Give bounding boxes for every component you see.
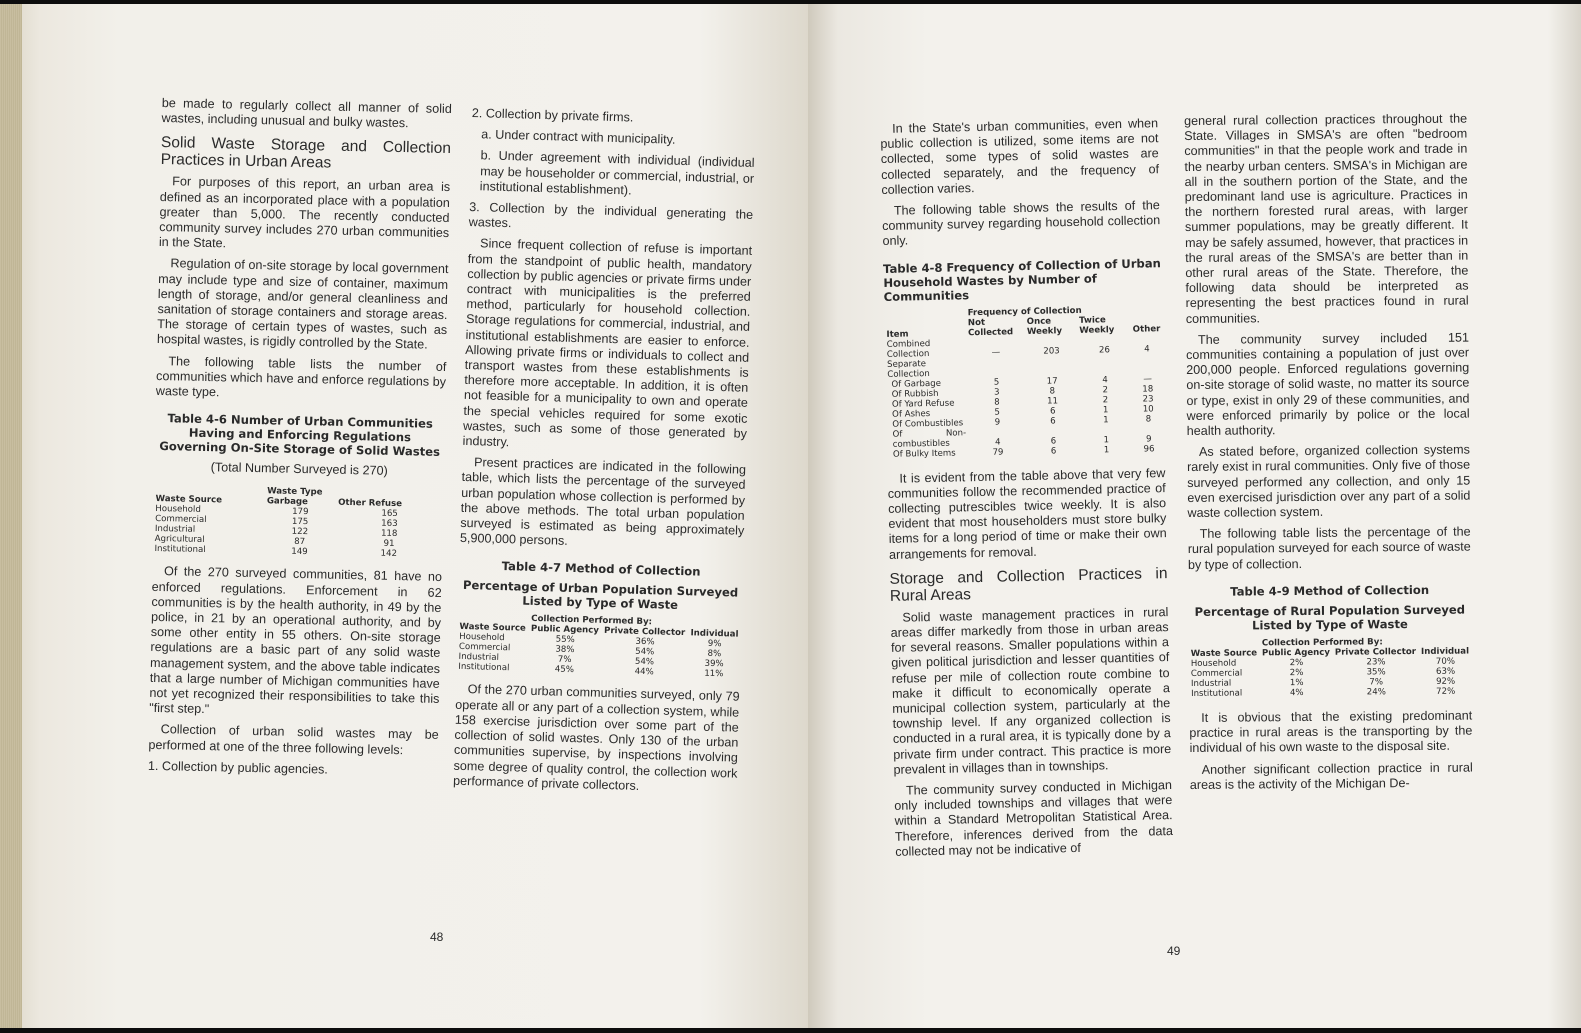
table-cell: 149	[291, 547, 308, 558]
table-cell: Of Combustibles	[892, 417, 964, 430]
table-cell: 1	[1103, 434, 1110, 446]
table-cell: 10	[1142, 403, 1154, 415]
paragraph: The following table shows the results of the community survey regarding household collection only.	[882, 198, 1161, 249]
section-heading: Storage and Collection Practices in Rural Areas	[889, 564, 1168, 605]
table-cell: 118	[380, 529, 398, 540]
left-column-2	[453, 106, 756, 803]
table-cell: Of Garbage	[891, 378, 942, 390]
table-cell: 63%	[1435, 666, 1456, 677]
paragraph: Of the 270 surveyed communities, 81 have no enforced regulations. Enforcement in 62 communities is by the health authority, in 49 by the police, in 21 by an operational authority, and by some other entity in 55 others. On-site storage regulations are a basic part of any solid waste management system, and the above table indicates that a large number of Michigan communities have not yet recognized their responsibilities to take this "first step."	[149, 564, 443, 717]
right-page	[808, 4, 1581, 1028]
table-cell: 2	[1102, 384, 1109, 396]
table-cell: Separate Collection	[886, 358, 930, 380]
table-cell: 39%	[704, 659, 724, 670]
left-column-1	[148, 96, 452, 786]
table-cell: Agricultural	[154, 534, 205, 546]
paragraph: Collection of urban solid wastes may be performed at one of the three following levels:	[148, 722, 439, 757]
table-cell: 8%	[707, 649, 722, 660]
table-header: Public Agency	[1261, 647, 1331, 659]
paragraph: It is obvious that the existing predominant practice in rural areas is the transporting by the individual of his own waste to the disposal site.	[1189, 708, 1473, 756]
page-number: 49	[1167, 944, 1181, 958]
right-column-2	[1184, 112, 1473, 799]
table-cell: Industrial	[458, 652, 500, 664]
table-cell: 24%	[1366, 687, 1386, 698]
paragraph: In the State's urban communities, even when public collection is utilized, some items are not collected, some types of solid wastes are collected separately, and the frequency of collection varies.	[880, 116, 1160, 197]
table-cell: Institutional	[1191, 688, 1243, 699]
table-cell: 6	[1049, 406, 1056, 417]
table-header: Public Agency	[530, 624, 600, 637]
paragraph: be made to regularly collect all manner of solid wastes, including unusual and bulky wastes.	[161, 96, 452, 131]
table-cell: 38%	[555, 645, 575, 656]
table-cell: Of Yard Refuse	[891, 398, 955, 410]
table-cell: 17	[1046, 375, 1058, 387]
table-cell: 44%	[634, 667, 654, 678]
table-header: Not Collected	[967, 317, 1014, 338]
table-cell: 8	[994, 397, 1000, 408]
table-subcaption: Percentage of Rural Population Surveyed Listed by Type of Waste	[1194, 602, 1466, 633]
table-cell: 2	[1102, 394, 1109, 406]
table-cell: 163	[381, 519, 398, 530]
left-page	[0, 4, 808, 1028]
table-cell: Combined Collection	[886, 338, 931, 360]
table-cell: 9%	[707, 639, 722, 650]
table-cell: 9	[994, 417, 1001, 428]
table-header: Twice Weekly	[1078, 314, 1115, 336]
list-item: 3. Collection by the individual generating the wastes.	[468, 199, 754, 231]
table-cell: 7%	[557, 655, 572, 666]
table-cell: 70%	[1435, 656, 1456, 667]
table-cell: 72%	[1436, 686, 1456, 697]
table-group-header: Collection Performed By:	[531, 614, 653, 628]
list-item: 1. Collection by public agencies.	[147, 758, 328, 777]
table-cell: Of Bulky Items	[892, 448, 956, 460]
table-cell: 2%	[1289, 657, 1304, 668]
table-cell: 6	[1050, 436, 1057, 447]
table-cell: Institutional	[458, 662, 510, 674]
table-cell: 142	[380, 549, 398, 560]
table-4-6	[152, 484, 443, 560]
paragraph: The community survey conducted in Michigan only included townships and villages that were within a Standard Metropolitan Statistical Area. Therefore, inferences derived from the data collected may not be indicative of	[894, 778, 1174, 859]
paragraph: The community survey included 151 communities containing a population of just over 200,000 people. Enforced regulations governing on-site storage of solid waste, no matter its source or type, exist in only 29 of these communities, and were enforced primarily by police or the local health authority.	[1186, 330, 1470, 439]
list-item: 2. Collection by private firms.	[471, 106, 634, 125]
table-caption: Table 4-6 Number of Urban Communities Having and Enforcing Regulations Governing On-Site Storage of Solid Wastes	[159, 411, 441, 460]
table-header: Private Collector	[603, 626, 686, 639]
table-cell: 26	[1098, 344, 1111, 356]
table-cell: 1%	[1289, 677, 1304, 688]
table-caption: Table 4-8 Frequency of Collection of Urban Household Wastes by Number of Communities	[882, 255, 1161, 304]
table-header: Item	[886, 329, 909, 340]
table-cell: 7%	[1369, 677, 1384, 688]
table-cell: Household	[155, 504, 201, 516]
table-cell: Of Rubbish	[891, 388, 939, 400]
table-header: Waste Source	[1190, 648, 1258, 659]
table-header: Private Collector	[1334, 646, 1417, 658]
table-subcaption: Percentage of Urban Population Surveyed Listed by Type of Waste	[462, 578, 739, 613]
table-cell: 92%	[1436, 676, 1456, 687]
table-cell: 55%	[555, 635, 575, 646]
table-cell: 4	[1102, 374, 1108, 386]
table-cell: Commercial	[155, 514, 207, 526]
paragraph: Solid waste management practices in rural areas differ markedly from those in urban areas for several reasons. Smaller populations within a given political jurisdiction and lesser quantities of refuse per mile of collection route combine to make it difficult to economically operate a municipal collection system, particularly at the township level. If any organized collection is conducted in a rural area, it is typically done by a private firm under contract. This practice is more prevalent in villages than in townships.	[890, 604, 1172, 777]
table-header: Other Refuse	[338, 498, 403, 510]
page-edge	[0, 4, 22, 1028]
table-cell: Commercial	[1190, 668, 1243, 679]
table-cell: 11%	[704, 669, 724, 680]
page-number: 48	[430, 930, 444, 944]
table-header: Once Weekly	[1026, 316, 1063, 337]
table-cell: 11	[1046, 395, 1059, 407]
section-heading: Solid Waste Storage and Collection Practices in Urban Areas	[160, 134, 452, 172]
right-column-1	[880, 116, 1174, 866]
table-cell: 175	[291, 517, 309, 528]
table-cell: 45%	[554, 665, 575, 676]
table-cell: 4	[994, 437, 1001, 448]
paragraph: As stated before, organized collection systems rarely exist in rural communities. Only five of those surveyed performed any collection, and only 15 even exercised jurisdiction over any part of a solid waste collection system.	[1187, 442, 1471, 521]
table-4-8	[884, 304, 1165, 460]
table-subtitle: (Total Number Surveyed is 270)	[210, 460, 388, 479]
table-cell: 18	[1142, 383, 1154, 395]
table-cell: 54%	[635, 647, 655, 658]
paragraph: Another significant collection practice in rural areas is the activity of the Michigan De-	[1189, 760, 1473, 792]
table-cell: 1	[1103, 414, 1109, 426]
table-header: Waste Source	[459, 622, 526, 635]
table-cell: 6	[1050, 416, 1056, 427]
table-cell: —	[1143, 373, 1153, 385]
table-cell: Of Non-combustibles	[892, 427, 967, 450]
table-cell: 87	[294, 537, 306, 548]
table-cell: 122	[291, 527, 309, 538]
table-header: Individual	[1420, 646, 1470, 657]
table-header: Garbage	[266, 496, 309, 508]
table-cell: 1	[1102, 404, 1109, 416]
table-group-header: Waste Type	[267, 486, 323, 498]
paragraph: For purposes of this report, an urban area is defined as an incorporated place with a population greater than 5,000. The recently conducted community survey includes 270 urban communities in the State.	[158, 174, 451, 251]
table-cell: 165	[381, 509, 398, 520]
table-4-7	[456, 612, 742, 680]
list-item: b. Under agreement with individual (individual may be householder or commercial, industrial, or institutional establishment).	[479, 148, 755, 198]
table-cell: 179	[292, 507, 309, 518]
table-cell: 1	[1103, 444, 1110, 456]
table-cell: 5	[993, 377, 1000, 388]
table-header: Individual	[690, 628, 739, 641]
table-cell: 96	[1143, 443, 1155, 455]
table-cell: 203	[1043, 345, 1060, 357]
table-group-header: Frequency of Collection	[967, 305, 1082, 318]
table-cell: 4%	[1289, 687, 1304, 698]
table-cell: 79	[992, 447, 1004, 458]
table-cell: 9	[1146, 434, 1152, 445]
table-cell: 8	[1145, 414, 1152, 425]
table-caption: Table 4-7 Method of Collection	[501, 559, 701, 580]
table-cell: 4	[1144, 344, 1150, 355]
paragraph: Present practices are indicated in the following table, which lists the percentage of the surveyed urban population whose collection is performed by the above methods. The total urban population surveyed is estimated as being approximately 5,900,000 persons.	[459, 455, 747, 549]
table-cell: 35%	[1366, 667, 1386, 678]
list-item: a. Under contract with municipality.	[481, 127, 676, 147]
paragraph: general rural collection practices throughout the State. Villages in SMSA's are often "bedroom communities" in that the people work and trade in the nearby urban centers. SMSA's in Michigan are all in the southern portion of the State, and the predominant land use is agriculture. Practices in the northern forested rural areas, with larger summer populations, may be greatly different. It may be safely assumed, however, that practices in the rural areas of the SMSA's are better than in other rural areas of the State. Therefore, the following data should be interpreted as representing the best practices found in rural communities.	[1184, 111, 1469, 326]
table-cell: Household	[1190, 658, 1237, 669]
table-cell: —	[991, 347, 1001, 358]
table-cell: 3	[993, 387, 1000, 398]
table-cell: 5	[994, 407, 1001, 418]
table-cell: Industrial	[154, 524, 196, 536]
table-cell: 54%	[634, 657, 655, 668]
table-header: Waste Source	[155, 494, 223, 506]
table-cell: 8	[1049, 386, 1056, 397]
table-cell: Household	[459, 632, 505, 644]
paragraph: Since frequent collection of refuse is important from the standpoint of public health, mandatory collection by public agencies or private firms under contract with municipalities is the preferred method, particularly for household collection. Storage regulations for commercial, industrial, and institutional establishments are easier to enforce. Allowing private firms or individuals to collect and transport wastes from these establishments is therefore more acceptable. In addition, it is often not feasible for a municipality to own and operate the special vehicles required for some exotic wastes, such as some of those generated by industry.	[462, 236, 753, 450]
table-cell: 6	[1050, 446, 1057, 457]
paragraph: The following table lists the number of communities which have and enforce regulations by waste type.	[155, 353, 447, 400]
table-4-9	[1189, 636, 1473, 698]
table-cell: Commercial	[458, 642, 511, 654]
paragraph: Regulation of on-site storage by local government may include type and size of container, maximum length of storage, and/or general cleanliness and sanitation of storage containers and storage areas. The storage of certain types of wastes, such as hospital wastes, is rigidly controlled by the State.	[156, 256, 449, 353]
table-cell: 23	[1142, 393, 1154, 405]
paragraph: It is evident from the table above that very few communities follow the recommended practice of collecting putrescibles twice weekly. It is also evident that most householders must store bulky items for a long period of time or make their own arrangements for removal.	[887, 465, 1167, 562]
table-caption: Table 4-9 Method of Collection	[1230, 582, 1430, 599]
paragraph: Of the 270 urban communities surveyed, only 79 operate all or any part of a collection system, while 158 exercise jurisdiction over some part of the collection of solid wastes. Only 130 of the urban communities supervise, by inspections involving some degree of quality control, the collection work performance of private collectors.	[452, 682, 740, 793]
table-group-header: Collection Performed By:	[1261, 637, 1383, 649]
table-row	[1189, 686, 1472, 698]
table-cell: 91	[383, 539, 395, 550]
table-cell: Institutional	[154, 544, 206, 556]
table-cell: 23%	[1366, 657, 1386, 668]
table-cell: 2%	[1289, 667, 1304, 678]
paragraph: The following table lists the percentage of the rural population surveyed for each source of waste by type of collection.	[1187, 524, 1471, 572]
table-cell: Industrial	[1190, 678, 1232, 689]
table-cell: 36%	[635, 637, 655, 648]
table-header: Other	[1132, 323, 1161, 335]
table-cell: Of Ashes	[892, 408, 931, 420]
